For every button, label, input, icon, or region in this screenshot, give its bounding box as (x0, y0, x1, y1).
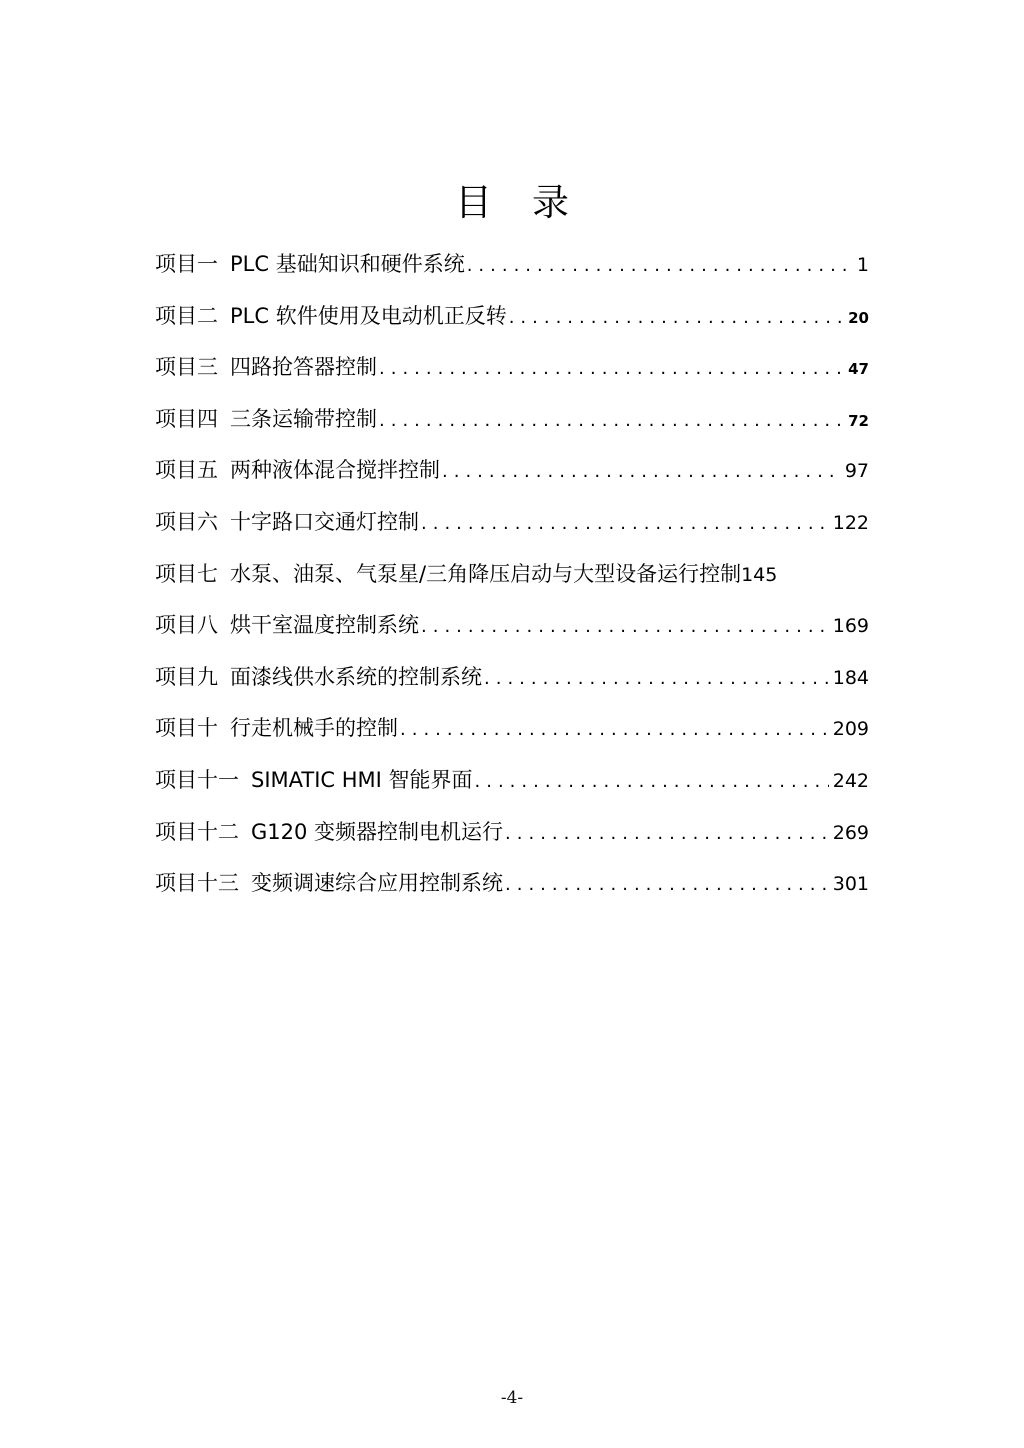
toc-entry-title: 十字路口交通灯控制 (230, 509, 419, 534)
toc-entry-label: 项目十三 (155, 871, 239, 896)
table-of-contents (155, 245, 869, 916)
toc-entry-title: PLC 基础知识和硬件系统 (230, 252, 465, 276)
toc-entry-title: 行走机械手的控制 (230, 716, 398, 741)
toc-entry-title: 面漆线供水系统的控制系统 (230, 664, 482, 689)
toc-entry[interactable] (155, 864, 869, 916)
toc-entry-label: 项目九 (155, 664, 218, 689)
toc-entry[interactable] (155, 606, 869, 658)
toc-entry-page: 184 (832, 666, 869, 689)
toc-entry-label: 项目十二 (155, 819, 239, 844)
toc-entry[interactable] (155, 503, 869, 555)
toc-entry[interactable] (155, 348, 869, 400)
toc-dot-leader (505, 866, 829, 904)
toc-entry-page: 97 (844, 460, 869, 483)
toc-entry-page: 301 (832, 873, 869, 896)
toc-dot-leader (484, 660, 829, 698)
toc-entry[interactable] (155, 297, 869, 349)
toc-dot-leader (509, 299, 844, 337)
page-title: 目录 (455, 180, 609, 224)
toc-entry[interactable] (155, 555, 869, 607)
toc-entry-title: SIMATIC HMI 智能界面 (251, 767, 473, 792)
toc-dot-leader (379, 350, 844, 388)
toc-dot-leader (467, 247, 853, 285)
toc-entry-label: 项目四 (155, 406, 218, 431)
toc-entry-title: G120 变频器控制电机运行 (251, 819, 504, 844)
toc-dot-leader (421, 505, 829, 543)
toc-entry[interactable] (155, 245, 869, 297)
toc-entry-label: 项目一 (155, 252, 218, 276)
toc-entry-label: 项目七 (155, 561, 218, 586)
toc-dot-leader (475, 763, 829, 801)
toc-entry-title: PLC 软件使用及电动机正反转 (230, 303, 507, 328)
toc-entry-title: 两种液体混合搅拌控制 (230, 458, 440, 483)
page-number: -4- (500, 1388, 524, 1408)
toc-entry[interactable] (155, 658, 869, 710)
toc-entry-title: 烘干室温度控制系统 (230, 613, 419, 638)
toc-entry-page: 122 (832, 511, 869, 534)
toc-entry-title: 水泵、油泵、气泵星/三角降压启动与大型设备运行控制 (230, 561, 742, 586)
toc-entry-label: 项目三 (155, 355, 218, 380)
toc-entry-page: 47 (848, 360, 869, 379)
toc-entry-page: 269 (832, 821, 869, 844)
toc-entry-label: 项目八 (155, 613, 218, 638)
toc-entry-label: 项目六 (155, 509, 218, 534)
toc-entry-title: 变频调速综合应用控制系统 (251, 871, 503, 896)
toc-dot-leader (442, 453, 841, 491)
toc-dot-leader (505, 815, 829, 853)
toc-entry-label: 项目二 (155, 303, 218, 328)
toc-entry-label: 项目十一 (155, 767, 239, 792)
toc-dot-leader (400, 711, 829, 749)
toc-entry-page: 20 (848, 308, 869, 327)
toc-entry-page: 169 (832, 615, 869, 638)
toc-entry[interactable] (155, 761, 869, 813)
toc-entry-label: 项目十 (155, 716, 218, 741)
toc-entry-title: 四路抢答器控制 (230, 355, 377, 380)
toc-entry-page: 1 (856, 254, 869, 276)
toc-entry-label: 项目五 (155, 458, 218, 483)
toc-entry[interactable] (155, 451, 869, 503)
toc-entry-page: 72 (848, 411, 869, 430)
toc-entry-page: 242 (832, 769, 869, 792)
toc-entry-page: 209 (832, 718, 869, 741)
toc-dot-leader (379, 402, 844, 440)
toc-dot-leader (421, 608, 829, 646)
toc-entry-title: 三条运输带控制 (230, 406, 377, 431)
toc-entry[interactable] (155, 709, 869, 761)
toc-entry-page: 145 (741, 563, 778, 586)
toc-entry[interactable] (155, 813, 869, 865)
toc-entry[interactable] (155, 400, 869, 452)
